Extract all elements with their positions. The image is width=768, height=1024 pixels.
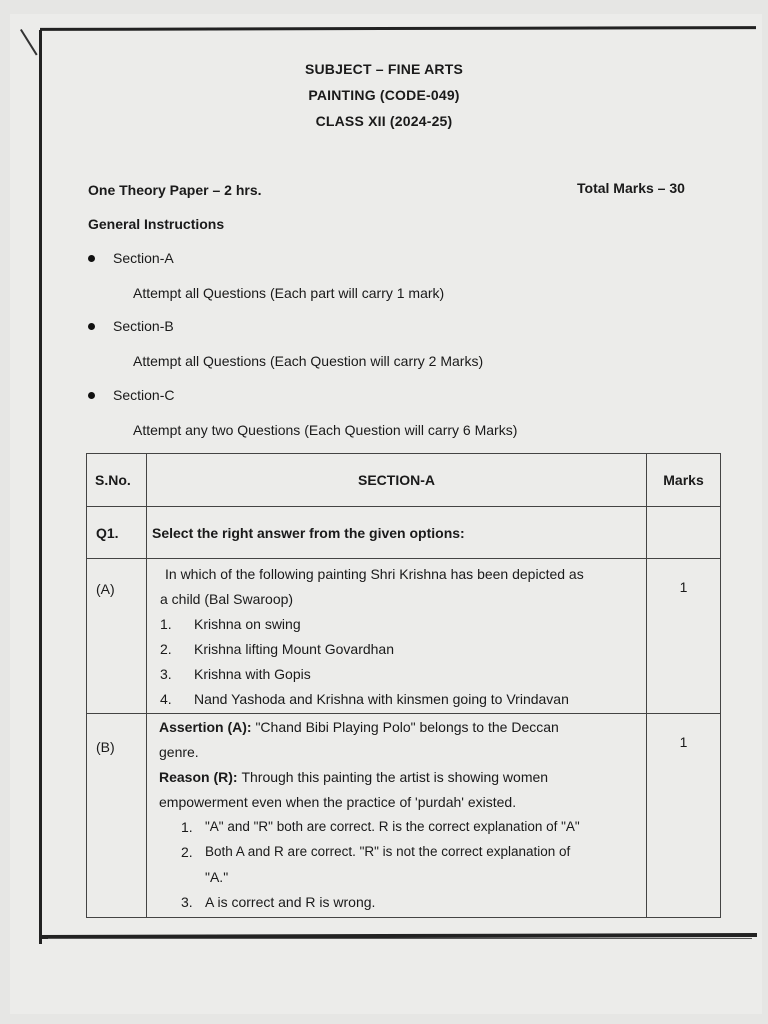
list-item	[160, 611, 646, 636]
frame-inner-line	[48, 938, 752, 939]
paper-heading: PAINTING (CODE-049)	[308, 87, 460, 103]
part-a-label: (A)	[87, 559, 147, 714]
option-number: 2.	[181, 843, 193, 860]
marks-header: Marks	[647, 454, 721, 507]
reason-label: Reason (R):	[159, 768, 238, 785]
section-header: SECTION-A	[147, 454, 647, 507]
list-item	[159, 864, 646, 889]
part-a-content	[147, 559, 647, 714]
section-c-name: Section-C	[113, 387, 175, 403]
bullet-icon	[88, 255, 95, 262]
list-item	[160, 636, 646, 661]
frame-border-left	[39, 30, 42, 944]
assertion-line2: genre.	[159, 743, 199, 760]
assertion-label: Assertion (A):	[159, 718, 252, 735]
part-a-question-line1: In which of the following painting Shri Krishna has been depicted as	[165, 565, 584, 582]
option-number: 3.	[181, 893, 193, 910]
list-item	[159, 814, 646, 839]
option-number: 1.	[181, 818, 193, 835]
part-b-content	[147, 714, 647, 918]
sno-header: S.No.	[87, 454, 147, 507]
q1-marks	[647, 507, 721, 559]
part-a-marks: 1	[647, 559, 721, 714]
table-header-row	[87, 454, 721, 507]
reason-text: Through this painting the artist is showing women	[241, 768, 549, 785]
class-heading: CLASS XII (2024-25)	[315, 113, 453, 129]
bullet-icon	[88, 323, 95, 330]
part-b-label: (B)	[87, 714, 147, 918]
table-row	[87, 559, 721, 714]
option-number: 4.	[160, 690, 172, 707]
instructions-title: General Instructions	[88, 216, 225, 232]
option-text: Both A and R are correct. "R" is not the correct explanation of	[205, 844, 571, 859]
part-a-question-line2: a child (Bal Swaroop)	[160, 590, 294, 607]
list-item	[159, 889, 646, 914]
section-a-name: Section-A	[113, 250, 174, 266]
list-item	[160, 686, 646, 711]
option-text: "A."	[205, 868, 229, 885]
option-text: Nand Yashoda and Krishna with kinsmen going to Vrindavan	[194, 690, 569, 707]
option-text: Krishna lifting Mount Govardhan	[194, 640, 394, 657]
section-c-detail: Attempt any two Questions (Each Question will carry 6 Marks)	[133, 422, 518, 438]
option-number: 3.	[160, 665, 172, 682]
table-row	[87, 507, 721, 559]
section-a-detail: Attempt all Questions (Each part will carry 1 mark)	[133, 285, 445, 301]
section-b-name: Section-B	[113, 318, 174, 334]
option-text: "A" and "R" both are correct. R is the correct explanation of "A"	[205, 819, 580, 834]
q1-number: Q1.	[87, 507, 147, 559]
table-row	[87, 714, 721, 918]
option-text: Krishna with Gopis	[194, 665, 311, 682]
question-table	[86, 453, 721, 918]
subject-heading: SUBJECT – FINE ARTS	[304, 61, 464, 77]
part-b-marks: 1	[647, 714, 721, 918]
option-number: 1.	[160, 615, 172, 632]
duration-text: One Theory Paper – 2 hrs.	[88, 182, 262, 198]
assertion-line	[159, 714, 646, 739]
option-number: 2.	[160, 640, 172, 657]
list-item	[160, 661, 646, 686]
reason-line2: empowerment even when the practice of 'purdah' existed.	[159, 793, 517, 810]
q1-text: Select the right answer from the given options:	[147, 507, 647, 559]
bullet-icon	[88, 392, 95, 399]
option-text: A is correct and R is wrong.	[205, 893, 376, 910]
list-item	[159, 839, 646, 864]
reason-line	[159, 764, 646, 789]
assertion-text: "Chand Bibi Playing Polo" belongs to the Deccan	[255, 718, 559, 735]
option-text: Krishna on swing	[194, 615, 301, 632]
total-marks-text: Total Marks – 30	[577, 180, 685, 196]
section-b-detail: Attempt all Questions (Each Question will carry 2 Marks)	[133, 353, 484, 369]
